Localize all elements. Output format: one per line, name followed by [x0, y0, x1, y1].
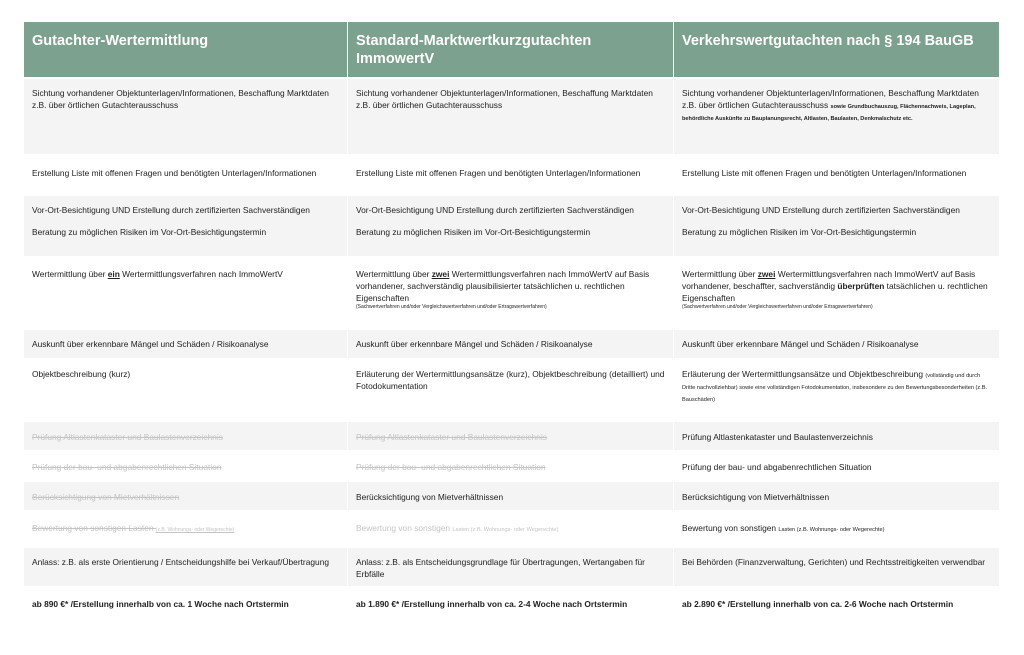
table-cell	[348, 258, 673, 328]
table-row-anlass	[24, 548, 999, 586]
table-row-objektbeschreibung	[24, 360, 999, 420]
price-cell: ab 890 €* /Erstellung innerhalb von ca. 1 Woche nach Ortstermin	[32, 599, 289, 609]
cell-text: Sichtung vorhandener Objektunterlagen/Informationen, Beschaffung Marktdaten z.B. über örtlichen Gutachterausschuss	[682, 88, 979, 110]
price-cell: ab 2.890 €* /Erstellung innerhalb von ca. 2-6 Woche nach Ortstermin	[682, 599, 954, 609]
table-cell: Sichtung vorhandener Objektunterlagen/Informationen, Beschaffung Marktdaten z.B. über örtlichen Gutachterausschuss	[24, 79, 347, 154]
table-cell-struck: Prüfung Altlastenkataster und Baulastenverzeichnis	[348, 422, 673, 450]
table-row-lasten	[24, 512, 999, 546]
cell-note: (vollständig und durch Dritte nachvollziehbar) sowie eine vollständigen Fotodokumentation, insbesondere zu den Bewertungsbesonderheiten (z.B. Bauschäden)	[682, 373, 988, 403]
cell-note: (Sachwertverfahren und/oder Vergleichswertverfahren und/oder Ertragswertverfahren)	[356, 304, 547, 310]
cell-note: Lasten (z.B. Wohnungs- oder Wegerechte)	[452, 527, 559, 533]
price-cell: ab 1.890 €* /Erstellung innerhalb von ca. 2-4 Woche nach Ortstermin	[356, 599, 628, 609]
table-cell-struck: Prüfung der bau- und abgabenrechtlichen Situation	[32, 462, 222, 472]
cell-emphasis: überprüften	[837, 281, 885, 291]
column-header-standard-marktwertkurzgutachten: Standard-Marktwertkurzgutachten ImmowertV	[348, 22, 673, 77]
table-row-sichtung	[24, 79, 999, 154]
table-cell: Berücksichtigung von Mietverhältnissen	[348, 482, 673, 510]
cell-line: Vor-Ort-Besichtigung UND Erstellung durch zertifizierten Sachverständigen	[356, 205, 634, 215]
cell-text: Bewertung von sonstigen	[682, 523, 779, 533]
table-cell: Auskunft über erkennbare Mängel und Schäden / Risikoanalyse	[348, 330, 673, 358]
column-header-verkehrswertgutachten: Verkehrswertgutachten nach § 194 BauGB	[674, 22, 999, 77]
cell-text: Wertermittlungsverfahren nach ImmoWertV	[119, 269, 283, 279]
table-cell	[674, 360, 999, 420]
table-cell: Erläuterung der Wertermittlungsansätze (kurz), Objektbeschreibung (detailliert) und Fotodokumentation	[356, 369, 665, 391]
table-cell-struck: Prüfung der bau- und abgabenrechtlichen Situation	[356, 462, 546, 472]
cell-text: Bewertung von sonstigen	[356, 523, 453, 533]
table-cell	[24, 196, 347, 256]
cell-note: sowie Grundbuchauszug, Flächennachweis, Lageplan, behördliche Auskünfte zu Bauplanungsrecht, Altlasten, Baulasten, Denkmalschutz etc.	[682, 104, 976, 122]
cell-text: Bewertung von sonstigen Lasten	[32, 523, 156, 533]
cell-text: tatsächlichen u. rechtlichen Eigenschaften	[682, 281, 988, 303]
table-cell: Anlass: z.B. als erste Orientierung / Entscheidungshilfe bei Verkauf/Übertragung	[24, 548, 347, 586]
cell-text: Wertermittlungsverfahren nach ImmoWertV auf Basis vorhandener, sachverständig plausibilisierter tatsächlichen u. rechtlichen Eigenschaften	[356, 269, 650, 303]
table-row-maengel	[24, 330, 999, 358]
table-cell	[348, 196, 673, 256]
table-cell: Auskunft über erkennbare Mängel und Schäden / Risikoanalyse	[24, 330, 347, 358]
table-row-preis	[24, 588, 999, 618]
table-cell	[674, 512, 999, 546]
cell-line: Beratung zu möglichen Risiken im Vor-Ort-Besichtigungstermin	[356, 227, 591, 237]
cell-text: Wertermittlung über	[356, 269, 432, 279]
table-row-altlasten	[24, 422, 999, 450]
cell-note: (z.B. Wohnungs- oder Wegerechte)	[155, 527, 235, 533]
cell-line: Vor-Ort-Besichtigung UND Erstellung durch zertifizierten Sachverständigen	[32, 205, 310, 215]
table-cell: Prüfung Altlastenkataster und Baulastenverzeichnis	[674, 422, 999, 450]
table-cell: Erstellung Liste mit offenen Fragen und benötigten Unterlagen/Informationen	[356, 168, 641, 178]
cell-emphasis: ein	[107, 269, 120, 279]
table-cell: Berücksichtigung von Mietverhältnissen	[674, 482, 999, 510]
table-row-wertermittlung	[24, 258, 999, 328]
table-cell	[24, 258, 347, 328]
table-cell: Prüfung der bau- und abgabenrechtlichen Situation	[682, 462, 872, 472]
column-header-gutachter-wertermittlung: Gutachter-Wertermittlung	[24, 22, 347, 77]
table-row-mietverhaeltnisse	[24, 482, 999, 510]
cell-text: Wertermittlungsverfahren nach ImmoWertV auf Basis vorhandener, beschaffter, sachverständig	[682, 269, 976, 291]
cell-line: Beratung zu möglichen Risiken im Vor-Ort-Besichtigungstermin	[682, 227, 917, 237]
cell-line: Beratung zu möglichen Risiken im Vor-Ort-Besichtigungstermin	[32, 227, 267, 237]
table-cell-struck: Berücksichtigung von Mietverhältnissen	[24, 482, 347, 510]
cell-line: Vor-Ort-Besichtigung UND Erstellung durch zertifizierten Sachverständigen	[682, 205, 960, 215]
comparison-table	[24, 22, 999, 620]
table-cell	[674, 79, 999, 154]
table-cell-faded	[348, 512, 673, 546]
cell-emphasis: zwei	[431, 269, 450, 279]
cell-note: Lasten (z.B. Wohnungs- oder Wegerechte)	[778, 527, 885, 533]
cell-text: Erläuterung der Wertermittlungsansätze und Objektbeschreibung	[682, 369, 923, 379]
table-cell-struck: Prüfung Altlastenkataster und Baulastenverzeichnis	[24, 422, 347, 450]
table-cell: Sichtung vorhandener Objektunterlagen/Informationen, Beschaffung Marktdaten z.B. über örtlichen Gutachterausschuss	[348, 79, 673, 154]
table-cell: Auskunft über erkennbare Mängel und Schäden / Risikoanalyse	[674, 330, 999, 358]
cell-text: Wertermittlung über	[682, 269, 758, 279]
cell-emphasis: zwei	[757, 269, 776, 279]
table-cell-struck	[24, 512, 347, 546]
table-cell: Erstellung Liste mit offenen Fragen und benötigten Unterlagen/Informationen	[682, 168, 967, 178]
table-row-liste	[24, 156, 999, 194]
header-row	[24, 22, 999, 77]
cell-text: Wertermittlung über	[32, 269, 108, 279]
table-cell: Objektbeschreibung (kurz)	[32, 369, 131, 379]
table-cell	[674, 196, 999, 256]
table-row-besichtigung	[24, 196, 999, 256]
table-row-bau-abgabenrecht	[24, 452, 999, 480]
cell-note: (Sachwertverfahren und/oder Vergleichswertverfahren und/oder Ertragswertverfahren)	[682, 304, 873, 310]
table-cell: Erstellung Liste mit offenen Fragen und benötigten Unterlagen/Informationen	[32, 168, 317, 178]
table-cell	[674, 258, 999, 328]
table-cell: Anlass: z.B. als Entscheidungsgrundlage für Übertragungen, Wertangaben für Erbfälle	[348, 548, 673, 586]
table-cell: Bei Behörden (Finanzverwaltung, Gerichten) und Rechtsstreitigkeiten verwendbar	[674, 548, 999, 586]
